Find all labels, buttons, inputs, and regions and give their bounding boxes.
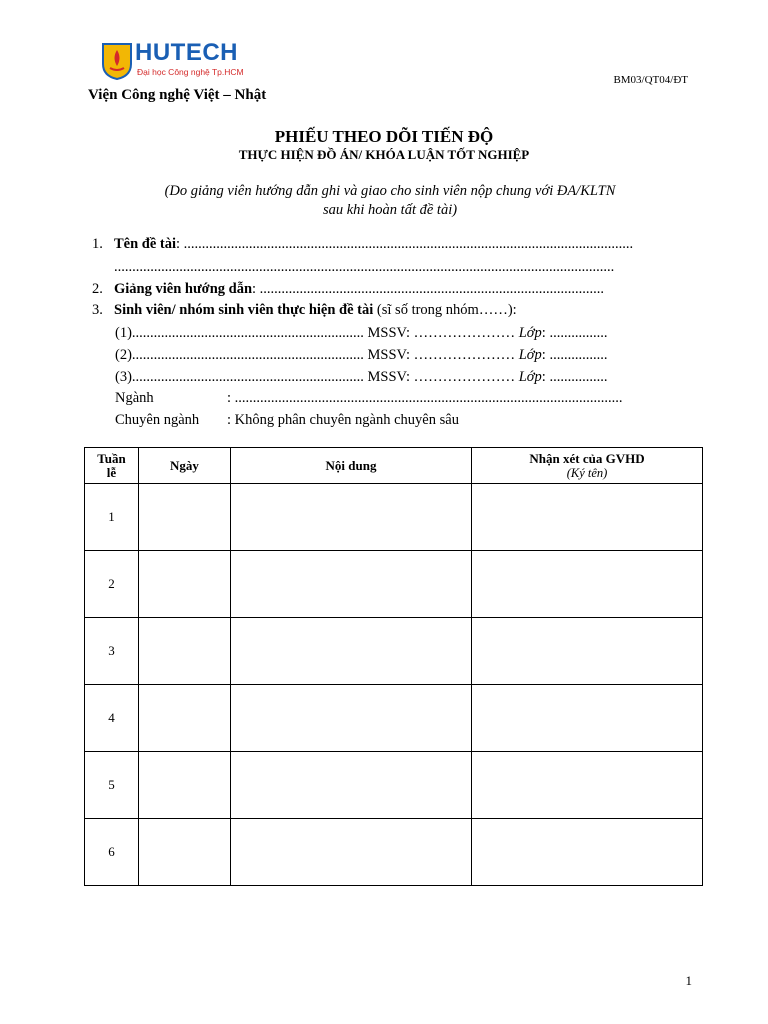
instruction-note xyxy=(0,182,768,220)
student-row-2[interactable] xyxy=(115,347,607,364)
instruction-note-line-2: sau khi hoàn tất đề tài) xyxy=(322,202,458,218)
student-name-mssv[interactable]: (3)................................................................ MSSV: ………………… xyxy=(115,369,519,385)
field-value: : Không phân chuyên ngành chuyên sâu xyxy=(227,412,459,428)
date-cell[interactable] xyxy=(139,819,231,886)
institute-name: Viện Công nghệ Việt – Nhật xyxy=(88,87,267,103)
week-number: 4 xyxy=(85,685,139,752)
field-students xyxy=(92,302,517,319)
field-specialization xyxy=(115,412,459,429)
header-remarks xyxy=(472,448,703,484)
table-row xyxy=(85,685,703,752)
field-label: Sinh viên/ nhóm sinh viên thực hiện đề tài xyxy=(114,302,374,318)
table-row xyxy=(85,551,703,618)
date-cell[interactable] xyxy=(139,484,231,551)
field-topic-line-2[interactable]: .......................................................................................................................................... xyxy=(114,259,615,275)
instruction-note-line-1: (Do giảng viên hướng dẫn ghi và giao cho sinh viên nộp chung với ĐA/KLTN xyxy=(164,183,616,199)
header-remarks-label: Nhận xét của GVHD xyxy=(529,450,645,466)
content-cell[interactable] xyxy=(231,819,472,886)
field-label: Tên đề tài xyxy=(114,236,177,252)
student-row-1[interactable] xyxy=(115,325,607,342)
class-label: Lớp xyxy=(518,325,542,341)
page-number: 1 xyxy=(685,973,692,988)
date-cell[interactable] xyxy=(139,618,231,685)
week-number: 3 xyxy=(85,618,139,685)
date-cell[interactable] xyxy=(139,752,231,819)
table-row xyxy=(85,819,703,886)
table-header-row xyxy=(85,448,703,484)
week-number: 5 xyxy=(85,752,139,819)
week-number: 6 xyxy=(85,819,139,886)
field-advisor xyxy=(92,281,604,298)
field-label: Chuyên ngành xyxy=(115,412,200,428)
table-row xyxy=(85,484,703,551)
remarks-cell[interactable] xyxy=(472,484,703,551)
class-value[interactable]: : ................ xyxy=(541,347,608,363)
content-cell[interactable] xyxy=(231,752,472,819)
field-label: Ngành xyxy=(115,390,154,406)
class-value[interactable]: : ................ xyxy=(541,325,608,341)
form-code: BM03/QT04/ĐT xyxy=(613,74,688,86)
student-name-mssv[interactable]: (2)................................................................ MSSV: ………………… xyxy=(115,347,519,363)
remarks-cell[interactable] xyxy=(472,685,703,752)
field-dotted-line[interactable]: : ............................................................................................... xyxy=(252,281,605,297)
logo-subtitle: Đại học Công nghệ Tp.HCM xyxy=(137,67,244,77)
header-content: Nội dung xyxy=(231,448,472,484)
header-week: Tuần lễ xyxy=(85,448,139,484)
content-cell[interactable] xyxy=(231,484,472,551)
content-cell[interactable] xyxy=(231,618,472,685)
date-cell[interactable] xyxy=(139,685,231,752)
class-label: Lớp xyxy=(518,369,542,385)
date-cell[interactable] xyxy=(139,551,231,618)
field-dotted-line[interactable]: : ........................................................................................................... xyxy=(227,390,623,406)
student-name-mssv[interactable]: (1)................................................................ MSSV: ………………… xyxy=(115,325,519,341)
document-subtitle: THỰC HIỆN ĐỒ ÁN/ KHÓA LUẬN TỐT NGHIỆP xyxy=(238,147,530,162)
header-remarks-sub: (Ký tên) xyxy=(566,465,608,480)
remarks-cell[interactable] xyxy=(472,819,703,886)
class-value[interactable]: : ................ xyxy=(541,369,608,385)
field-major xyxy=(115,390,623,407)
content-cell[interactable] xyxy=(231,551,472,618)
week-number: 1 xyxy=(85,484,139,551)
field-note: (sĩ số trong nhóm……): xyxy=(373,302,517,318)
field-label: Giảng viên hướng dẫn xyxy=(114,281,253,297)
class-label: Lớp xyxy=(518,347,542,363)
table-row xyxy=(85,752,703,819)
document-title: PHIẾU THEO DÕI TIẾN ĐỘ xyxy=(274,127,494,146)
table-row xyxy=(85,618,703,685)
content-cell[interactable] xyxy=(231,685,472,752)
week-number: 2 xyxy=(85,551,139,618)
hutech-logo xyxy=(101,39,251,82)
header-date: Ngày xyxy=(139,448,231,484)
logo-wordmark: HUTECH xyxy=(135,39,238,66)
student-row-3[interactable] xyxy=(115,369,607,386)
remarks-cell[interactable] xyxy=(472,618,703,685)
remarks-cell[interactable] xyxy=(472,551,703,618)
progress-table xyxy=(84,447,703,886)
hutech-emblem-icon xyxy=(101,42,133,80)
field-number: 1. xyxy=(92,236,103,252)
remarks-cell[interactable] xyxy=(472,752,703,819)
field-dotted-line[interactable]: : ............................................................................................................................ xyxy=(176,236,634,252)
field-number: 3. xyxy=(92,302,103,318)
field-topic xyxy=(92,236,633,253)
field-number: 2. xyxy=(92,281,103,297)
